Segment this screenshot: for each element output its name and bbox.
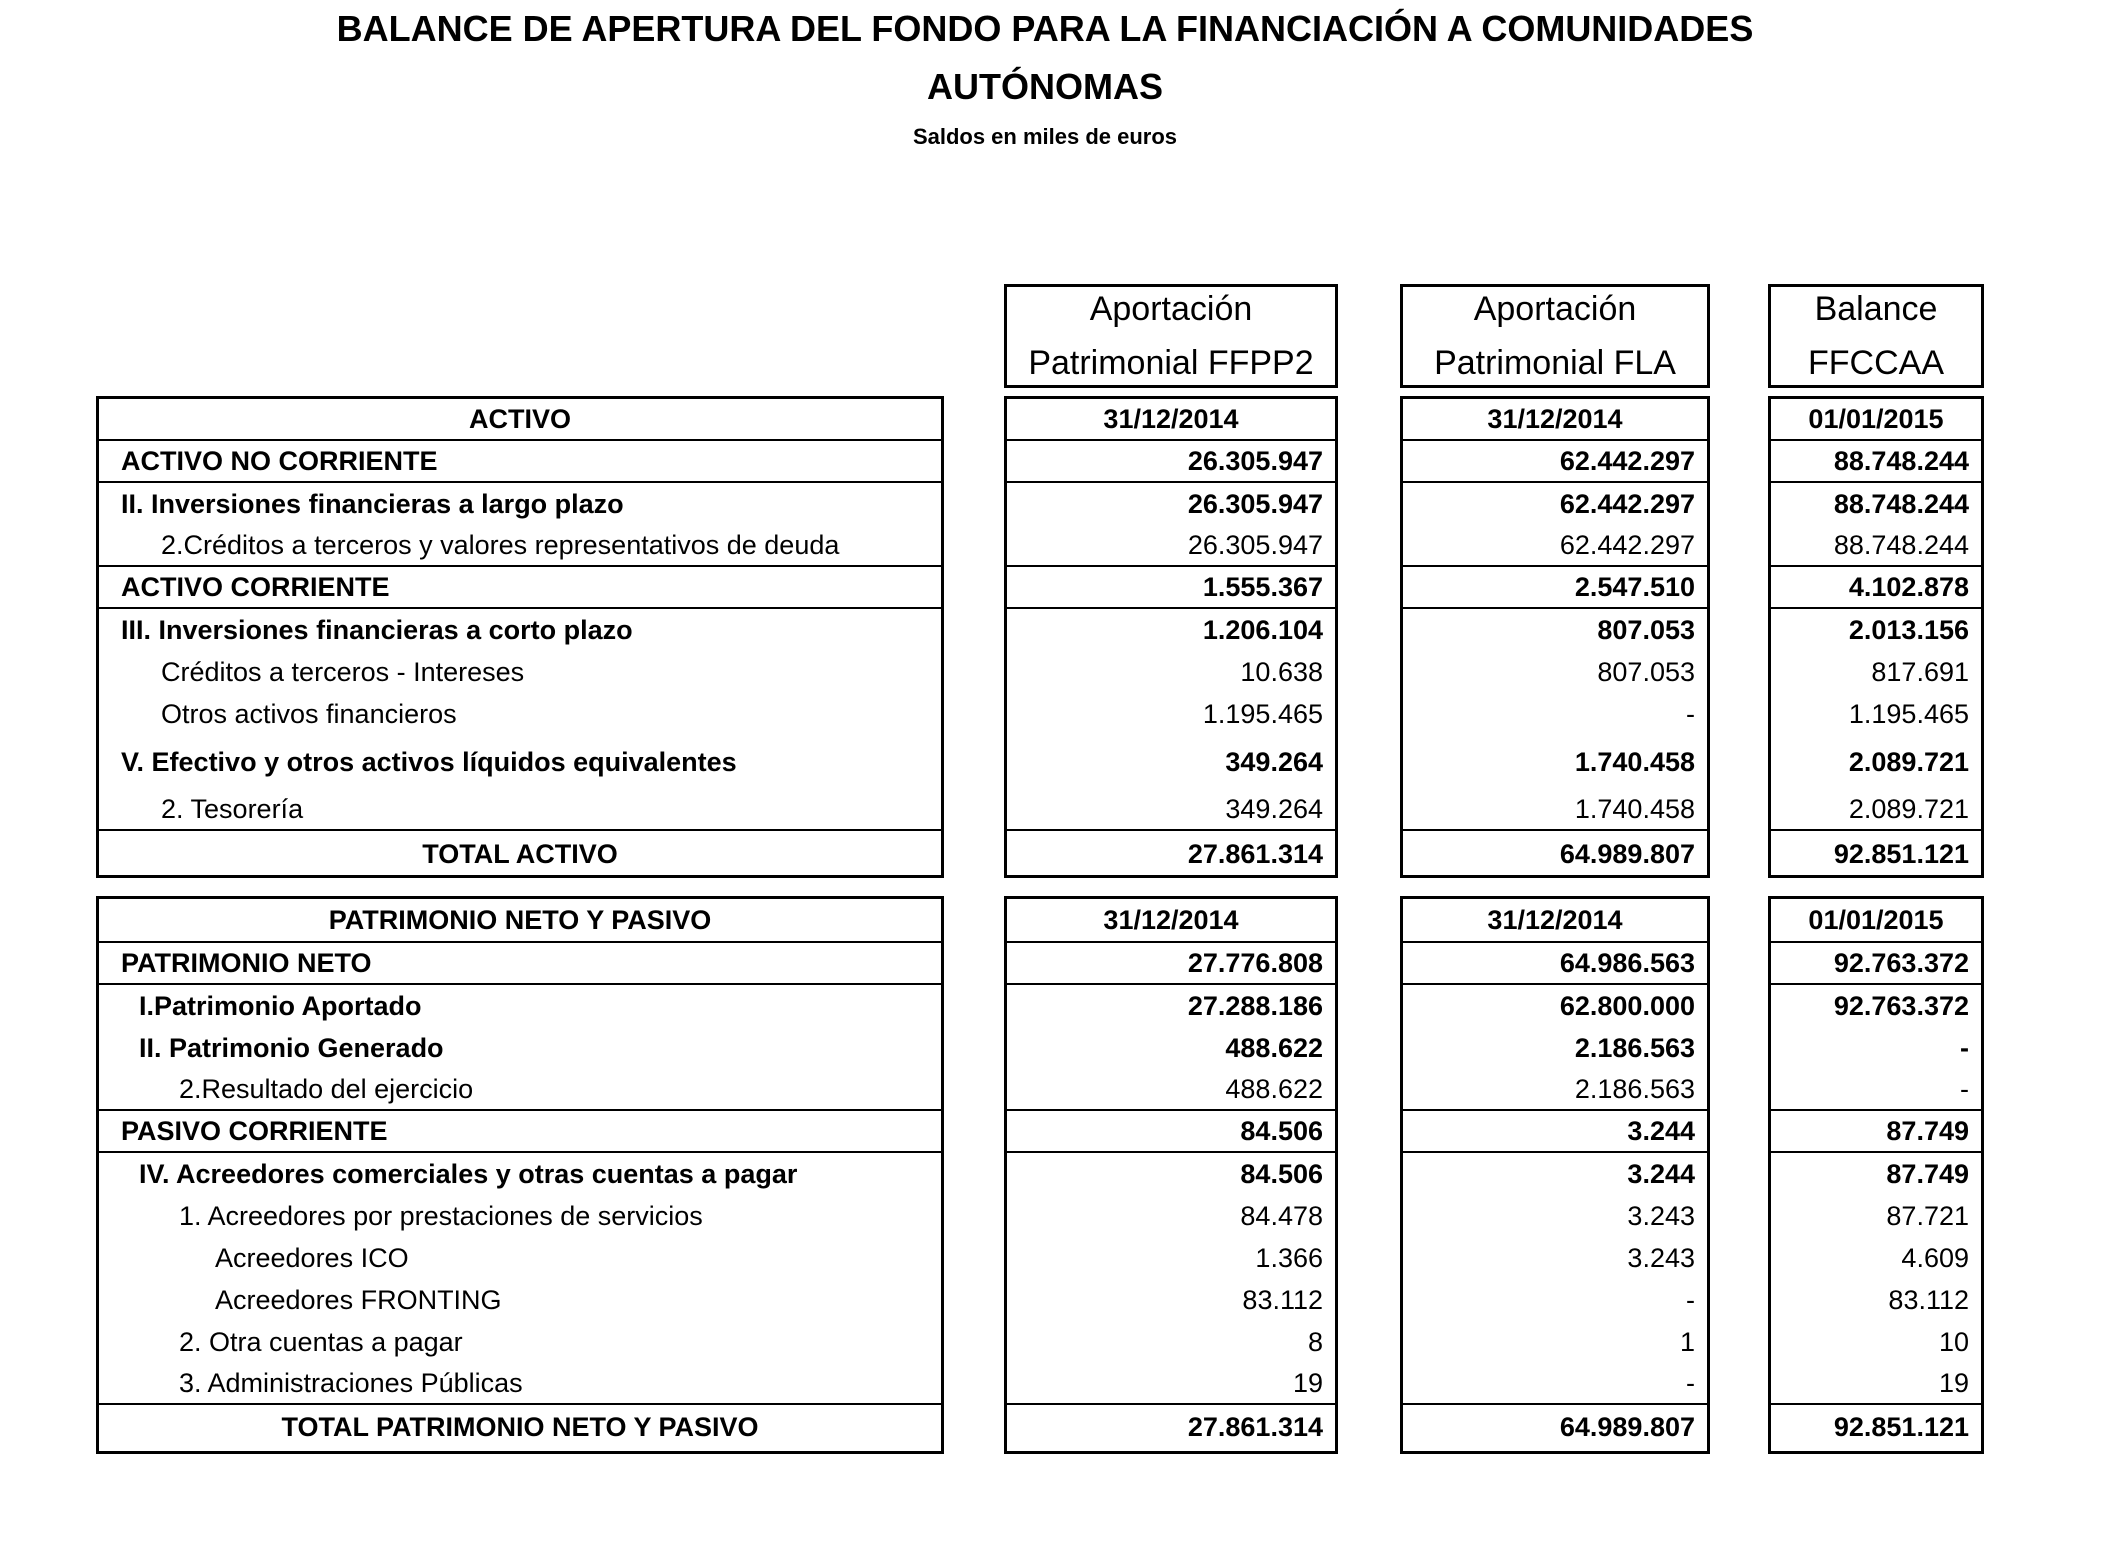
row-value: 26.305.947	[1187, 488, 1323, 519]
row-value: 4.102.878	[1771, 567, 1981, 609]
column-date: 01/01/2015	[1771, 899, 1981, 943]
row-value: 92.851.121	[1833, 1411, 1969, 1442]
row-label: III. Inversiones financieras a corto plazo	[121, 614, 633, 645]
row-value: 1	[1679, 1326, 1695, 1357]
row-value: 62.442.297	[1559, 488, 1695, 519]
row-label: ACTIVO NO CORRIENTE	[99, 441, 941, 483]
pasivo-ffpp2-column	[1004, 896, 1338, 1454]
row-value: 10	[1938, 1326, 1969, 1357]
row-value: 27.776.808	[1007, 943, 1335, 985]
row-value: 27.861.314	[1187, 838, 1323, 869]
row-label: TOTAL ACTIVO	[422, 838, 618, 869]
pasivo-ffccaa-column	[1768, 896, 1984, 1454]
row-value: 88.748.244	[1833, 488, 1969, 519]
row-value: 92.763.372	[1833, 990, 1969, 1021]
row-value: 2.089.721	[1848, 746, 1969, 777]
row-value: -	[1686, 698, 1695, 729]
row-value: 2.186.563	[1403, 1069, 1707, 1111]
activo-ffpp2-column	[1004, 396, 1338, 878]
row-value: 3.243	[1627, 1200, 1695, 1231]
row-value: -	[1771, 1069, 1981, 1111]
row-value: 4.609	[1901, 1242, 1969, 1273]
row-value: 19	[1771, 1363, 1981, 1405]
row-label: Otros activos financieros	[161, 698, 457, 729]
row-value: 1.366	[1255, 1242, 1323, 1273]
row-value: -	[1403, 1363, 1707, 1405]
column-header-line: Patrimonial FLA	[1434, 344, 1676, 382]
row-value: 1.555.367	[1007, 567, 1335, 609]
row-value: 8	[1307, 1326, 1323, 1357]
activo-fla-column	[1400, 396, 1710, 878]
row-value: 19	[1007, 1363, 1335, 1405]
row-value: 83.112	[1242, 1284, 1323, 1315]
row-value: 3.243	[1627, 1242, 1695, 1273]
row-value: 27.288.186	[1187, 990, 1323, 1021]
row-value: 10.638	[1240, 656, 1323, 687]
column-header-ffccaa	[1768, 284, 1984, 388]
row-value: 62.442.297	[1403, 441, 1707, 483]
page-subtitle: Saldos en miles de euros	[912, 124, 1178, 149]
row-value: 1.195.465	[1848, 698, 1969, 729]
column-date: 31/12/2014	[1007, 399, 1335, 441]
row-value: 1.206.104	[1202, 614, 1323, 645]
row-value: 84.506	[1240, 1158, 1323, 1189]
row-value: 88.748.244	[1771, 525, 1981, 567]
pasivo-label-table	[96, 896, 944, 1454]
activo-ffccaa-column	[1768, 396, 1984, 878]
column-header-ffpp2	[1004, 284, 1338, 388]
column-header-fla	[1400, 284, 1710, 388]
row-value: 84.506	[1007, 1111, 1335, 1153]
row-value: 488.622	[1225, 1032, 1323, 1063]
row-label: Acreedores ICO	[215, 1242, 409, 1273]
row-label: TOTAL PATRIMONIO NETO Y PASIVO	[281, 1411, 759, 1442]
row-label: V. Efectivo y otros activos líquidos equivalentes	[121, 746, 737, 777]
row-value: 83.112	[1888, 1284, 1969, 1315]
row-label: 2. Otra cuentas a pagar	[179, 1326, 463, 1357]
row-value: 1.740.458	[1574, 746, 1695, 777]
page-title-line2: AUTÓNOMAS	[927, 66, 1163, 107]
row-value: 84.478	[1240, 1200, 1323, 1231]
row-value: 349.264	[1225, 746, 1323, 777]
row-value: 64.989.807	[1559, 1411, 1695, 1442]
row-value: 87.749	[1771, 1111, 1981, 1153]
activo-label-table	[96, 396, 944, 878]
column-date: 31/12/2014	[1403, 399, 1707, 441]
row-label: 2.Resultado del ejercicio	[99, 1069, 941, 1111]
column-date: 01/01/2015	[1771, 399, 1981, 441]
column-header-line: FFCCAA	[1808, 344, 1944, 382]
row-label: 2.Créditos a terceros y valores representativos de deuda	[99, 525, 941, 567]
column-header-line: Patrimonial FFPP2	[1028, 344, 1314, 382]
row-value: 87.749	[1886, 1158, 1969, 1189]
row-label: I.Patrimonio Aportado	[139, 990, 422, 1021]
column-date: 31/12/2014	[1403, 899, 1707, 943]
page-title-line1: BALANCE DE APERTURA DEL FONDO PARA LA FINANCIACIÓN A COMUNIDADES	[336, 8, 1754, 49]
row-value: 62.442.297	[1403, 525, 1707, 567]
row-value: 1.740.458	[1403, 789, 1707, 831]
row-value: 88.748.244	[1771, 441, 1981, 483]
row-value: 92.763.372	[1771, 943, 1981, 985]
row-value: 64.989.807	[1559, 838, 1695, 869]
row-label: Acreedores FRONTING	[215, 1284, 502, 1315]
row-value: 62.800.000	[1559, 990, 1695, 1021]
pasivo-fla-column	[1400, 896, 1710, 1454]
row-value: 27.861.314	[1187, 1411, 1323, 1442]
column-header-line: Balance	[1814, 289, 1938, 328]
row-value: 92.851.121	[1833, 838, 1969, 869]
row-label: PASIVO CORRIENTE	[99, 1111, 941, 1153]
pasivo-section-header: PATRIMONIO NETO Y PASIVO	[99, 899, 941, 943]
column-header-line: Aportación	[1473, 289, 1637, 328]
row-value: 1.195.465	[1202, 698, 1323, 729]
row-label: II. Patrimonio Generado	[139, 1032, 444, 1063]
row-label: II. Inversiones financieras a largo plazo	[121, 488, 624, 519]
row-label: PATRIMONIO NETO	[99, 943, 941, 985]
column-date: 31/12/2014	[1007, 899, 1335, 943]
row-value: 87.721	[1886, 1200, 1969, 1231]
row-value: 817.691	[1871, 656, 1969, 687]
row-label: 1. Acreedores por prestaciones de servicios	[179, 1200, 703, 1231]
activo-section-header: ACTIVO	[99, 399, 941, 441]
row-value: -	[1960, 1032, 1969, 1063]
row-value: -	[1686, 1284, 1695, 1315]
row-value: 2.013.156	[1848, 614, 1969, 645]
row-value: 3.244	[1403, 1111, 1707, 1153]
row-label: ACTIVO CORRIENTE	[99, 567, 941, 609]
row-value: 2.089.721	[1771, 789, 1981, 831]
row-value: 26.305.947	[1007, 525, 1335, 567]
row-value: 64.986.563	[1403, 943, 1707, 985]
row-label: 2. Tesorería	[99, 789, 941, 831]
row-label: 3. Administraciones Públicas	[99, 1363, 941, 1405]
column-header-line: Aportación	[1089, 289, 1253, 328]
row-value: 349.264	[1007, 789, 1335, 831]
row-value: 807.053	[1597, 614, 1695, 645]
row-value: 2.186.563	[1574, 1032, 1695, 1063]
row-label: Créditos a terceros - Intereses	[161, 656, 525, 687]
row-label: IV. Acreedores comerciales y otras cuentas a pagar	[139, 1158, 798, 1189]
row-value: 26.305.947	[1007, 441, 1335, 483]
row-value: 807.053	[1597, 656, 1695, 687]
row-value: 2.547.510	[1403, 567, 1707, 609]
row-value: 488.622	[1007, 1069, 1335, 1111]
row-value: 3.244	[1627, 1158, 1695, 1189]
